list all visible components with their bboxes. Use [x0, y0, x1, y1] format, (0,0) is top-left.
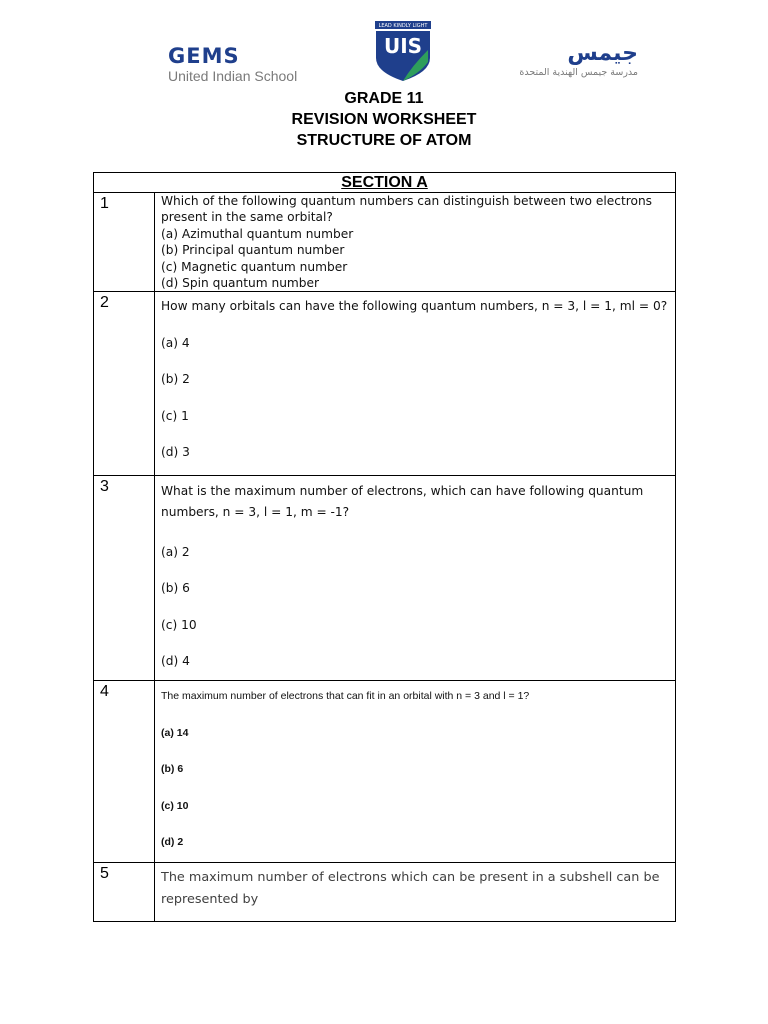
- question-number: 3: [94, 476, 155, 681]
- header-logos: [0, 18, 768, 88]
- question-option: (b) 2: [161, 372, 190, 387]
- question-option: (d) 2: [161, 836, 184, 849]
- uis-shield-logo: [372, 20, 434, 82]
- question-body: [155, 681, 676, 863]
- question-number: 1: [94, 193, 155, 292]
- section-header-cell: [94, 173, 676, 193]
- worksheet-titles: [0, 88, 768, 151]
- question-option: (a) Azimuthal quantum number: [161, 226, 354, 241]
- question-body: [155, 193, 676, 292]
- question-option: (b) 6: [161, 581, 190, 596]
- question-body: [155, 292, 676, 476]
- question-stem: The maximum number of electrons which can be present in a subshell can be represented by: [161, 870, 660, 908]
- question-row: [94, 292, 676, 476]
- arabic-logo-subtitle: مدرسة جيمس الهندية المتحدة: [519, 67, 638, 78]
- question-stem: Which of the following quantum numbers can distinguish between two electrons present in the same orbital?: [161, 194, 653, 225]
- question-stem: The maximum number of electrons that can fit in an orbital with n = 3 and l = 1?: [161, 690, 530, 703]
- question-option: (c) 1: [161, 408, 189, 423]
- question-row: [94, 193, 676, 292]
- question-option: (a) 4: [161, 335, 190, 350]
- arabic-gems-logo: [498, 42, 638, 80]
- question-body: [155, 863, 676, 922]
- question-row: [94, 681, 676, 863]
- questions-table: [93, 172, 676, 922]
- question-stem: What is the maximum number of electrons, which can have following quantum numbers, n = 3, l = 1, m = -1?: [161, 484, 644, 520]
- arabic-logo-word: جيمس: [567, 41, 638, 66]
- question-body: [155, 476, 676, 681]
- question-number: 4: [94, 681, 155, 863]
- gems-logo: [168, 46, 297, 84]
- question-option: (b) Principal quantum number: [161, 243, 345, 258]
- worksheet-title: REVISION WORKSHEET: [291, 111, 477, 128]
- gems-logo-subtitle: United Indian School: [168, 68, 298, 84]
- question-option: (c) 10: [161, 617, 197, 632]
- topic-title: STRUCTURE OF ATOM: [296, 132, 472, 149]
- question-option: (c) 10: [161, 799, 189, 812]
- question-option: (d) 3: [161, 445, 190, 460]
- question-option: (b) 6: [161, 763, 184, 776]
- question-option: (a) 14: [161, 726, 189, 739]
- question-option: (c) Magnetic quantum number: [161, 259, 348, 274]
- question-stem: How many orbitals can have the following quantum numbers, n = 3, l = 1, ml = 0?: [161, 299, 668, 314]
- question-option: (d) 4: [161, 654, 190, 669]
- uis-logo-tagline: LEAD KINDLY LIGHT: [378, 23, 428, 30]
- question-row: [94, 863, 676, 922]
- uis-logo-letters: UIS: [383, 34, 423, 58]
- question-option: (d) Spin quantum number: [161, 276, 320, 291]
- section-title: SECTION A: [341, 174, 428, 191]
- question-number: 5: [94, 863, 155, 922]
- question-row: [94, 476, 676, 681]
- question-option: (a) 2: [161, 544, 190, 559]
- question-number: 2: [94, 292, 155, 476]
- gems-logo-word: GEMS: [168, 44, 240, 68]
- grade-title: GRADE 11: [344, 90, 424, 107]
